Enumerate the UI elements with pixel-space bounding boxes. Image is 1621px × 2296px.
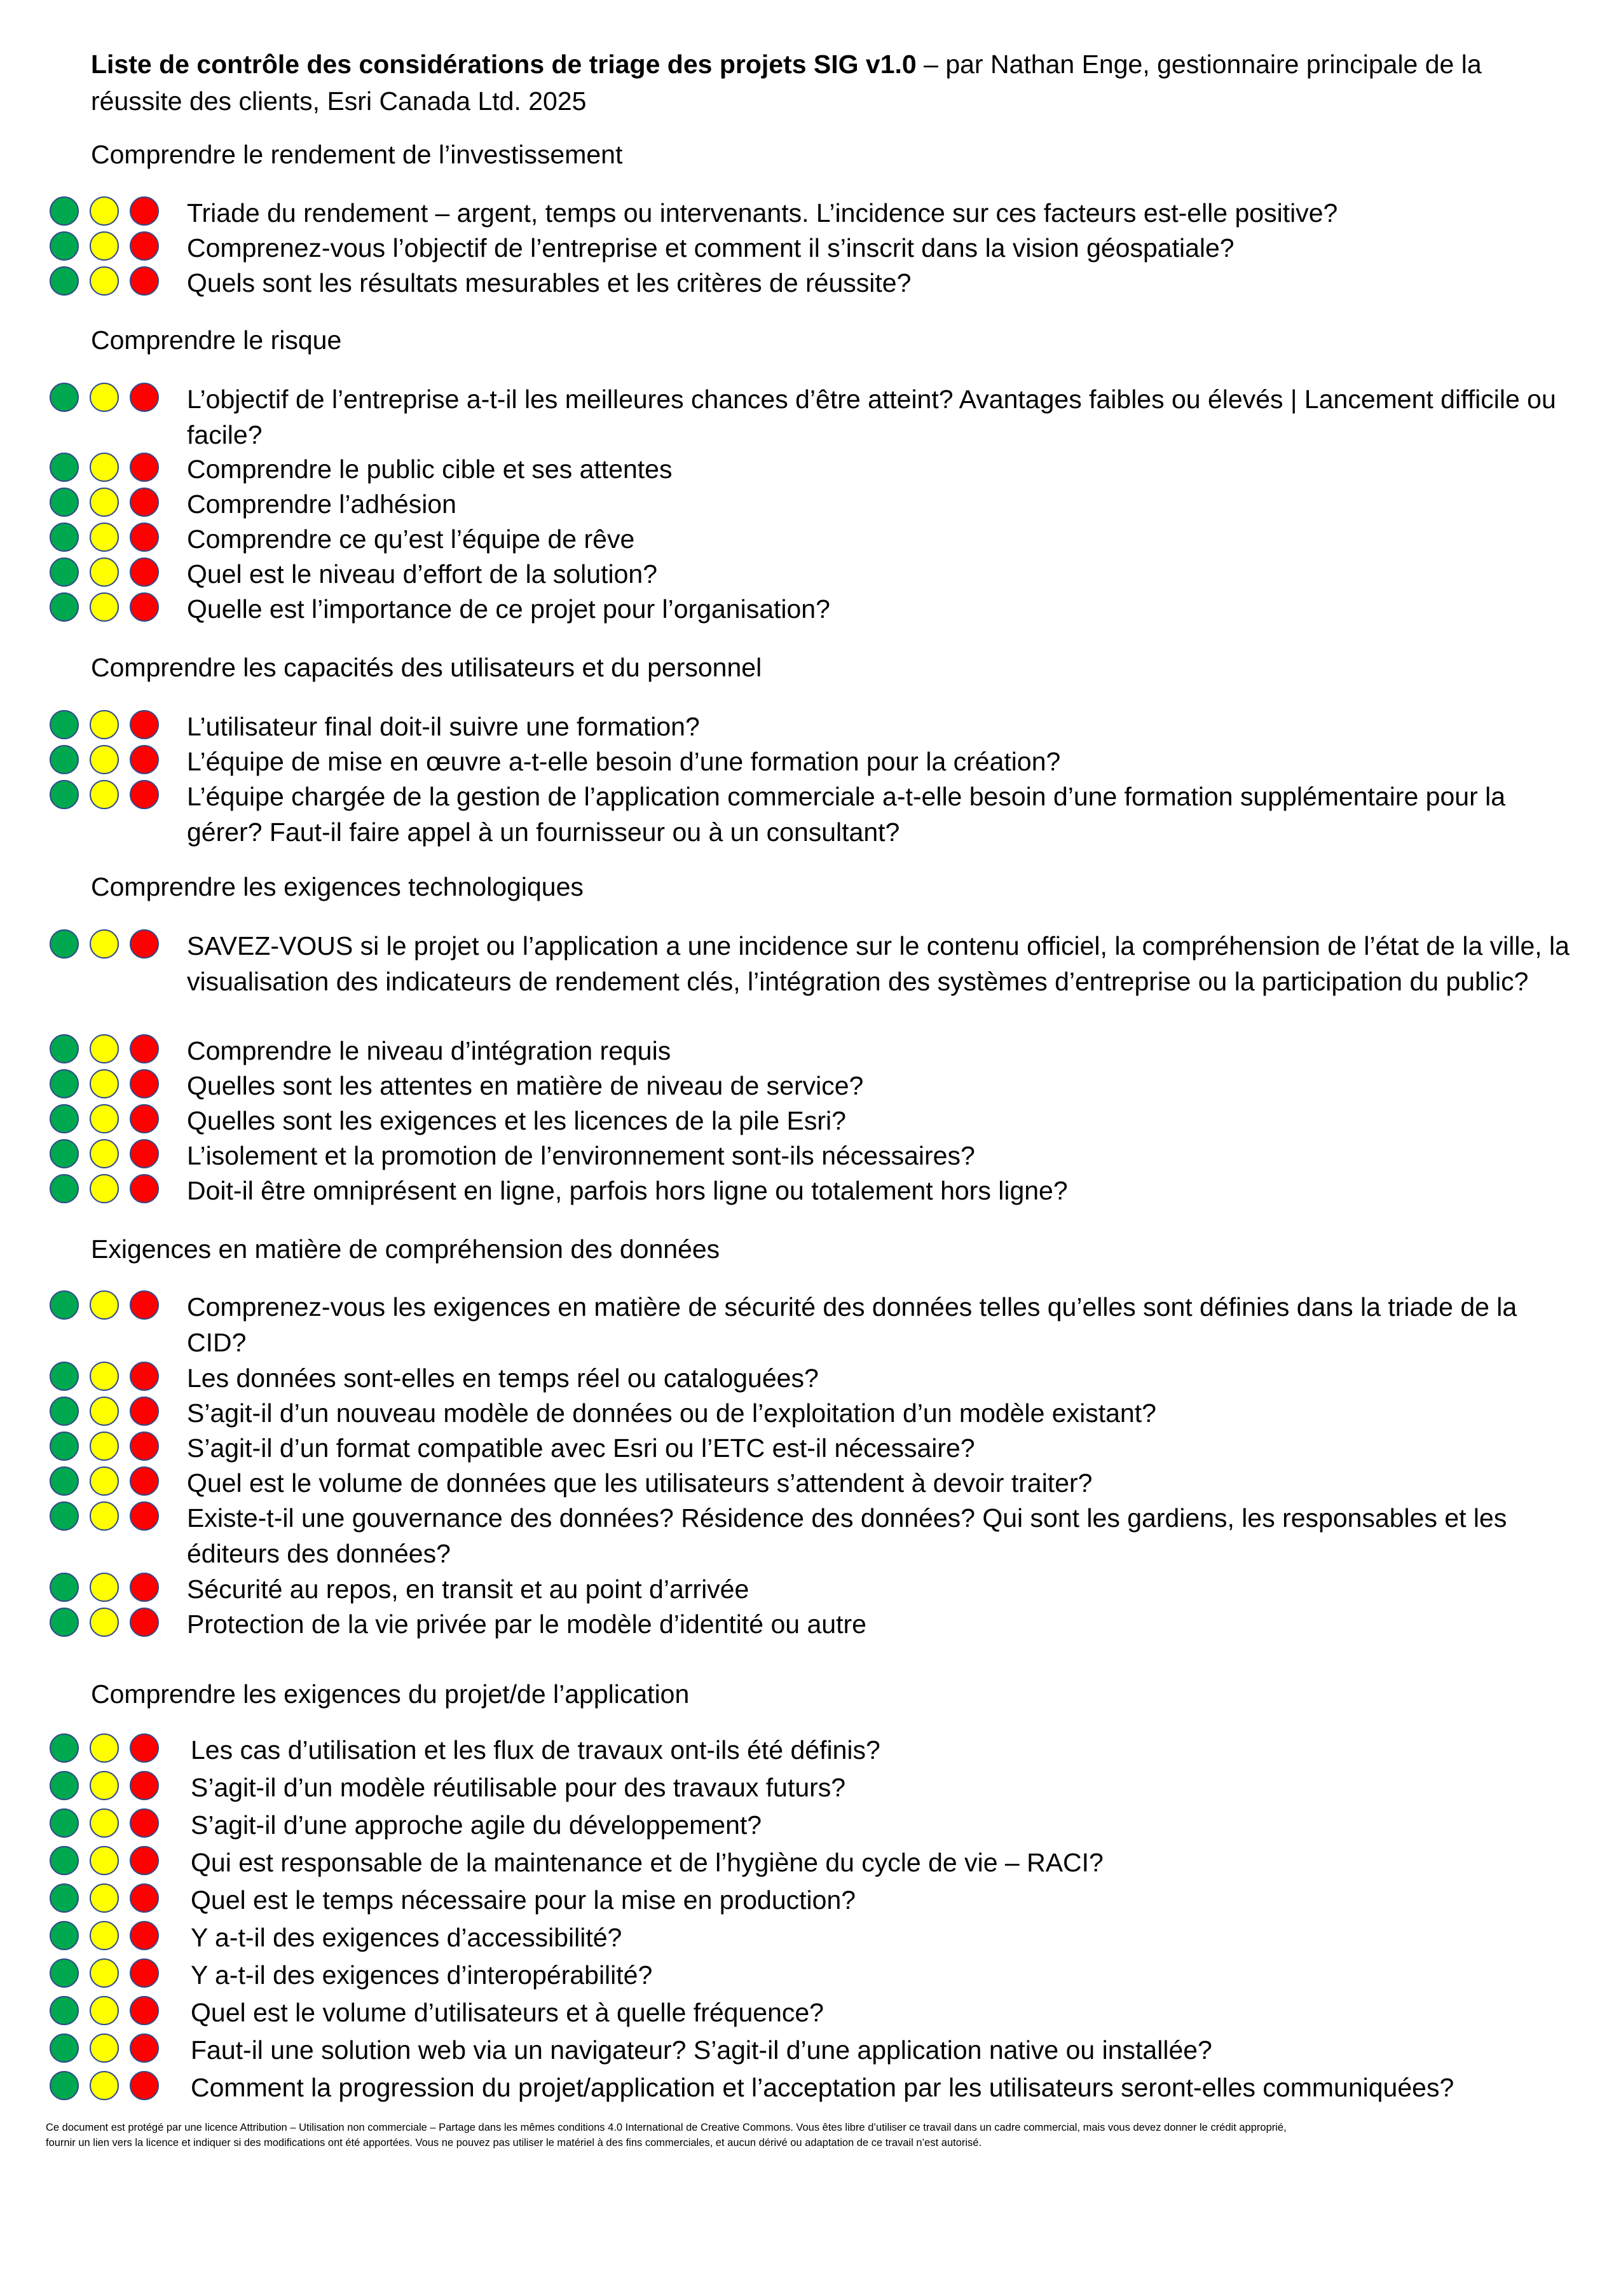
yellow-rating-dot bbox=[90, 1466, 119, 1496]
yellow-rating-dot bbox=[90, 592, 119, 622]
red-rating-dot bbox=[130, 1958, 159, 1988]
checklist-item-text: Quels sont les résultats mesurables et les critères de réussite? bbox=[187, 268, 912, 297]
red-rating-dot bbox=[130, 1466, 159, 1496]
checklist-item-text: Comment la progression du projet/application et l’acceptation par les utilisateurs seront-elles communiquées? bbox=[191, 2073, 1454, 2102]
green-rating-dot bbox=[50, 1432, 79, 1461]
traffic-light-rating bbox=[50, 1733, 164, 1764]
checklist-item-text: Comprendre le public cible et ses attentes bbox=[187, 454, 673, 484]
yellow-rating-dot bbox=[90, 710, 119, 739]
yellow-rating-dot bbox=[90, 1883, 119, 1913]
checklist-item-text: L’isolement et la promotion de l’environnement sont-ils nécessaires? bbox=[187, 1141, 975, 1170]
green-rating-dot bbox=[50, 266, 79, 296]
section-title: Comprendre les exigences du projet/de l’application bbox=[91, 1679, 690, 1709]
red-rating-dot bbox=[130, 453, 159, 482]
green-rating-dot bbox=[50, 1466, 79, 1496]
traffic-light-rating bbox=[50, 557, 164, 588]
yellow-rating-dot bbox=[90, 2071, 119, 2100]
checklist-item bbox=[50, 1920, 1601, 1953]
checklist-item bbox=[50, 1103, 1601, 1136]
yellow-rating-dot bbox=[90, 1608, 119, 1637]
traffic-light-rating bbox=[50, 383, 164, 413]
traffic-light-rating bbox=[50, 1362, 164, 1392]
traffic-light-rating bbox=[50, 1771, 164, 1801]
traffic-light-rating bbox=[50, 1397, 164, 1427]
checklist-item bbox=[50, 2070, 1601, 2103]
checklist-item-text: Triade du rendement – argent, temps ou intervenants. L’incidence sur ces facteurs est-elle positive? bbox=[187, 198, 1338, 228]
section-title: Exigences en matière de compréhension des données bbox=[91, 1234, 720, 1264]
checklist-item bbox=[50, 1957, 1601, 1990]
checklist-item bbox=[50, 381, 1601, 449]
green-rating-dot bbox=[50, 929, 79, 959]
checklist-item bbox=[50, 709, 1601, 742]
traffic-light-rating bbox=[50, 1069, 164, 1100]
checklist-item bbox=[50, 1465, 1601, 1498]
checklist-item-text: Comprendre l’adhésion bbox=[187, 489, 456, 519]
green-rating-dot bbox=[50, 196, 79, 226]
checklist-item bbox=[50, 744, 1601, 777]
checklist-item-text: Y a-t-il des exigences d’accessibilité? bbox=[191, 1923, 622, 1952]
green-rating-dot bbox=[50, 1069, 79, 1098]
red-rating-dot bbox=[130, 745, 159, 774]
traffic-light-rating bbox=[50, 929, 164, 960]
red-rating-dot bbox=[130, 1139, 159, 1168]
green-rating-dot bbox=[50, 2033, 79, 2063]
checklist-item bbox=[50, 230, 1601, 263]
yellow-rating-dot bbox=[90, 1733, 119, 1763]
red-rating-dot bbox=[130, 592, 159, 622]
green-rating-dot bbox=[50, 1883, 79, 1913]
traffic-light-rating bbox=[50, 1501, 164, 1532]
checklist-item-text: Les données sont-elles en temps réel ou cataloguées? bbox=[187, 1363, 819, 1393]
traffic-light-rating bbox=[50, 523, 164, 553]
yellow-rating-dot bbox=[90, 1139, 119, 1168]
green-rating-dot bbox=[50, 1958, 79, 1988]
checklist-item bbox=[50, 1033, 1601, 1066]
red-rating-dot bbox=[130, 2033, 159, 2063]
red-rating-dot bbox=[130, 2071, 159, 2100]
checklist-item bbox=[50, 1173, 1601, 1206]
yellow-rating-dot bbox=[90, 1069, 119, 1098]
checklist-item bbox=[50, 591, 1601, 624]
traffic-light-rating bbox=[50, 1883, 164, 1914]
red-rating-dot bbox=[130, 1733, 159, 1763]
red-rating-dot bbox=[130, 1771, 159, 1800]
red-rating-dot bbox=[130, 1846, 159, 1875]
checklist-item bbox=[50, 1430, 1601, 1463]
checklist-item-text: SAVEZ-VOUS si le projet ou l’application a une incidence sur le contenu officiel, la compréhension de l’état de la ville, la visualisation des indicateurs de rendement clés, l’intégration des systèmes d’entreprise ou la participation du public? bbox=[187, 931, 1570, 996]
traffic-light-rating bbox=[50, 745, 164, 776]
yellow-rating-dot bbox=[90, 488, 119, 517]
traffic-light-rating bbox=[50, 266, 164, 297]
yellow-rating-dot bbox=[90, 196, 119, 226]
green-rating-dot bbox=[50, 1921, 79, 1950]
yellow-rating-dot bbox=[90, 1921, 119, 1950]
checklist-item-text: Quel est le temps nécessaire pour la mise en production? bbox=[191, 1885, 856, 1915]
checklist-item-text: L’équipe de mise en œuvre a-t-elle besoin d’une formation pour la création? bbox=[187, 747, 1061, 776]
checklist-item bbox=[50, 1138, 1601, 1171]
checklist-item bbox=[50, 265, 1601, 298]
checklist-item-text: Comprenez-vous les exigences en matière de sécurité des données telles qu’elles sont définies dans la triade de la CID? bbox=[187, 1292, 1517, 1357]
checklist-item bbox=[50, 1606, 1601, 1639]
traffic-light-rating bbox=[50, 1034, 164, 1065]
checklist-item-text: Faut-il une solution web via un navigateur? S’agit-il d’une application native ou installée? bbox=[191, 2035, 1212, 2065]
checklist-item-text: Qui est responsable de la maintenance et de l’hygiène du cycle de vie – RACI? bbox=[191, 1848, 1104, 1877]
document-header bbox=[91, 46, 1528, 120]
checklist-item bbox=[50, 1395, 1601, 1428]
section-title: Comprendre les exigences technologiques bbox=[91, 872, 584, 901]
red-rating-dot bbox=[130, 196, 159, 226]
green-rating-dot bbox=[50, 1139, 79, 1168]
traffic-light-rating bbox=[50, 231, 164, 262]
checklist-item bbox=[50, 1732, 1601, 1765]
checklist-item-text: Quelles sont les attentes en matière de niveau de service? bbox=[187, 1071, 864, 1100]
checklist-item-text: S’agit-il d’un format compatible avec Esri ou l’ETC est-il nécessaire? bbox=[187, 1433, 975, 1463]
checklist-item-text: Quel est le volume de données que les utilisateurs s’attendent à devoir traiter? bbox=[187, 1468, 1093, 1498]
section-title: Comprendre le risque bbox=[91, 325, 342, 355]
checklist-item bbox=[50, 451, 1601, 484]
yellow-rating-dot bbox=[90, 1958, 119, 1988]
red-rating-dot bbox=[130, 1883, 159, 1913]
traffic-light-rating bbox=[50, 1432, 164, 1462]
green-rating-dot bbox=[50, 1290, 79, 1320]
yellow-rating-dot bbox=[90, 1362, 119, 1391]
green-rating-dot bbox=[50, 1501, 79, 1531]
yellow-rating-dot bbox=[90, 266, 119, 296]
yellow-rating-dot bbox=[90, 1174, 119, 1203]
traffic-light-rating bbox=[50, 1921, 164, 1951]
red-rating-dot bbox=[130, 1432, 159, 1461]
checklist-item bbox=[50, 521, 1601, 554]
green-rating-dot bbox=[50, 592, 79, 622]
checklist-item bbox=[50, 195, 1601, 228]
red-rating-dot bbox=[130, 1608, 159, 1637]
red-rating-dot bbox=[130, 1174, 159, 1203]
checklist-item bbox=[50, 1845, 1601, 1878]
green-rating-dot bbox=[50, 1104, 79, 1133]
checklist-item bbox=[50, 1289, 1601, 1357]
traffic-light-rating bbox=[50, 1573, 164, 1603]
red-rating-dot bbox=[130, 1573, 159, 1602]
red-rating-dot bbox=[130, 1397, 159, 1426]
checklist-item-text: S’agit-il d’une approche agile du développement? bbox=[191, 1810, 762, 1840]
yellow-rating-dot bbox=[90, 1996, 119, 2025]
green-rating-dot bbox=[50, 710, 79, 739]
yellow-rating-dot bbox=[90, 745, 119, 774]
checklist-item-text: L’objectif de l’entreprise a-t-il les meilleures chances d’être atteint? Avantages faibles ou élevés | Lancement difficile ou facile? bbox=[187, 385, 1556, 449]
yellow-rating-dot bbox=[90, 1290, 119, 1320]
checklist-item-text: L’équipe chargée de la gestion de l’application commerciale a-t-elle besoin d’une formation supplémentaire pour la gérer? Faut-il faire appel à un fournisseur ou à un consultant? bbox=[187, 782, 1506, 847]
red-rating-dot bbox=[130, 1921, 159, 1950]
traffic-light-rating bbox=[50, 2033, 164, 2064]
checklist-item bbox=[50, 1807, 1601, 1840]
yellow-rating-dot bbox=[90, 780, 119, 809]
checklist-item-text: Existe-t-il une gouvernance des données? Résidence des données? Qui sont les gardiens, les responsables et les éditeurs des données? bbox=[187, 1503, 1507, 1568]
checklist-item-text: Quelles sont les exigences et les licences de la pile Esri? bbox=[187, 1106, 846, 1135]
checklist-item-text: Y a-t-il des exigences d’interopérabilité? bbox=[191, 1960, 653, 1990]
checklist-item-text: Sécurité au repos, en transit et au point d’arrivée bbox=[187, 1575, 749, 1604]
checklist-item-text: L’utilisateur final doit-il suivre une formation? bbox=[187, 712, 700, 741]
red-rating-dot bbox=[130, 780, 159, 809]
red-rating-dot bbox=[130, 1501, 159, 1531]
yellow-rating-dot bbox=[90, 523, 119, 552]
checklist-item-text: Quelle est l’importance de ce projet pour l’organisation? bbox=[187, 594, 830, 624]
checklist-item bbox=[50, 779, 1601, 847]
green-rating-dot bbox=[50, 1174, 79, 1203]
yellow-rating-dot bbox=[90, 1501, 119, 1531]
yellow-rating-dot bbox=[90, 2033, 119, 2063]
red-rating-dot bbox=[130, 1034, 159, 1063]
traffic-light-rating bbox=[50, 196, 164, 227]
green-rating-dot bbox=[50, 1846, 79, 1875]
yellow-rating-dot bbox=[90, 1771, 119, 1800]
red-rating-dot bbox=[130, 523, 159, 552]
section-title: Comprendre les capacités des utilisateurs et du personnel bbox=[91, 653, 762, 682]
checklist-item-text: Doit-il être omniprésent en ligne, parfois hors ligne ou totalement hors ligne? bbox=[187, 1176, 1068, 1205]
traffic-light-rating bbox=[50, 453, 164, 483]
red-rating-dot bbox=[130, 1362, 159, 1391]
checklist-item-text: Quel est le niveau d’effort de la solution? bbox=[187, 559, 658, 589]
traffic-light-rating bbox=[50, 1104, 164, 1135]
yellow-rating-dot bbox=[90, 231, 119, 261]
green-rating-dot bbox=[50, 383, 79, 412]
document-author-line: – par Nathan Enge, gestionnaire principale de la réussite des clients, Esri Canada Ltd. 2025 bbox=[91, 50, 1482, 116]
checklist-item-text: S’agit-il d’un modèle réutilisable pour des travaux futurs? bbox=[191, 1773, 846, 1802]
red-rating-dot bbox=[130, 231, 159, 261]
green-rating-dot bbox=[50, 2071, 79, 2100]
checklist-item-text: Les cas d’utilisation et les flux de travaux ont-ils été définis? bbox=[191, 1735, 880, 1765]
checklist-item-text: Comprendre le niveau d’intégration requis bbox=[187, 1036, 671, 1065]
red-rating-dot bbox=[130, 557, 159, 587]
traffic-light-rating bbox=[50, 780, 164, 810]
green-rating-dot bbox=[50, 1034, 79, 1063]
red-rating-dot bbox=[130, 1996, 159, 2025]
yellow-rating-dot bbox=[90, 1846, 119, 1875]
green-rating-dot bbox=[50, 523, 79, 552]
checklist-item-text: Comprendre ce qu’est l’équipe de rêve bbox=[187, 524, 635, 554]
red-rating-dot bbox=[130, 929, 159, 959]
red-rating-dot bbox=[130, 1104, 159, 1133]
traffic-light-rating bbox=[50, 1808, 164, 1839]
traffic-light-rating bbox=[50, 2071, 164, 2101]
checklist-item bbox=[50, 1500, 1601, 1568]
checklist-item bbox=[50, 928, 1601, 996]
green-rating-dot bbox=[50, 1808, 79, 1838]
green-rating-dot bbox=[50, 1397, 79, 1426]
checklist-item bbox=[50, 2032, 1601, 2065]
green-rating-dot bbox=[50, 1996, 79, 2025]
green-rating-dot bbox=[50, 1573, 79, 1602]
checklist-item bbox=[50, 1360, 1601, 1393]
green-rating-dot bbox=[50, 231, 79, 261]
checklist-item bbox=[50, 556, 1601, 589]
green-rating-dot bbox=[50, 488, 79, 517]
green-rating-dot bbox=[50, 780, 79, 809]
traffic-light-rating bbox=[50, 1174, 164, 1205]
green-rating-dot bbox=[50, 1771, 79, 1800]
traffic-light-rating bbox=[50, 1466, 164, 1497]
green-rating-dot bbox=[50, 1733, 79, 1763]
yellow-rating-dot bbox=[90, 453, 119, 482]
red-rating-dot bbox=[130, 1808, 159, 1838]
traffic-light-rating bbox=[50, 1958, 164, 1989]
yellow-rating-dot bbox=[90, 557, 119, 587]
green-rating-dot bbox=[50, 1362, 79, 1391]
yellow-rating-dot bbox=[90, 1432, 119, 1461]
license-footer: Ce document est protégé par une licence Attribution – Utilisation non commerciale – Partage dans les mêmes conditions 4.0 International de Creative Commons. Vous êtes libre d’utiliser ce travail dans un cadre commercial, mais vous devez donner le crédit approprié, fournir un lien vers la licence et indiquer si des modifications ont été apportées. Vous ne pouvez pas utiliser le matériel à des fins commerciales, et aucun dérivé ou adaptation de ce travail n’est autorisé. bbox=[46, 2122, 1287, 2149]
yellow-rating-dot bbox=[90, 929, 119, 959]
red-rating-dot bbox=[130, 266, 159, 296]
traffic-light-rating bbox=[50, 710, 164, 741]
checklist-item-text: Comprenez-vous l’objectif de l’entreprise et comment il s’inscrit dans la vision géospatiale? bbox=[187, 233, 1235, 263]
checklist-item bbox=[50, 486, 1601, 519]
green-rating-dot bbox=[50, 1608, 79, 1637]
green-rating-dot bbox=[50, 453, 79, 482]
checklist-item bbox=[50, 1995, 1601, 2028]
red-rating-dot bbox=[130, 383, 159, 412]
checklist-item bbox=[50, 1770, 1601, 1803]
traffic-light-rating bbox=[50, 592, 164, 623]
yellow-rating-dot bbox=[90, 383, 119, 412]
traffic-light-rating bbox=[50, 1290, 164, 1321]
traffic-light-rating bbox=[50, 1846, 164, 1876]
yellow-rating-dot bbox=[90, 1397, 119, 1426]
checklist-item bbox=[50, 1571, 1601, 1604]
yellow-rating-dot bbox=[90, 1034, 119, 1063]
yellow-rating-dot bbox=[90, 1808, 119, 1838]
green-rating-dot bbox=[50, 557, 79, 587]
red-rating-dot bbox=[130, 1290, 159, 1320]
traffic-light-rating bbox=[50, 1139, 164, 1170]
traffic-light-rating bbox=[50, 1608, 164, 1638]
section-title: Comprendre le rendement de l’investissement bbox=[91, 140, 623, 169]
red-rating-dot bbox=[130, 488, 159, 517]
red-rating-dot bbox=[130, 710, 159, 739]
yellow-rating-dot bbox=[90, 1573, 119, 1602]
checklist-item bbox=[50, 1882, 1601, 1915]
checklist-item-text: Quel est le volume d’utilisateurs et à quelle fréquence? bbox=[191, 1998, 824, 2027]
green-rating-dot bbox=[50, 745, 79, 774]
traffic-light-rating bbox=[50, 1996, 164, 2026]
checklist-item-text: Protection de la vie privée par le modèle d’identité ou autre bbox=[187, 1609, 866, 1639]
yellow-rating-dot bbox=[90, 1104, 119, 1133]
red-rating-dot bbox=[130, 1069, 159, 1098]
checklist-item bbox=[50, 1068, 1601, 1101]
traffic-light-rating bbox=[50, 488, 164, 518]
document-title: Liste de contrôle des considérations de triage des projets SIG v1.0 bbox=[91, 50, 917, 79]
checklist-item-text: S’agit-il d’un nouveau modèle de données ou de l’exploitation d’un modèle existant? bbox=[187, 1398, 1156, 1428]
